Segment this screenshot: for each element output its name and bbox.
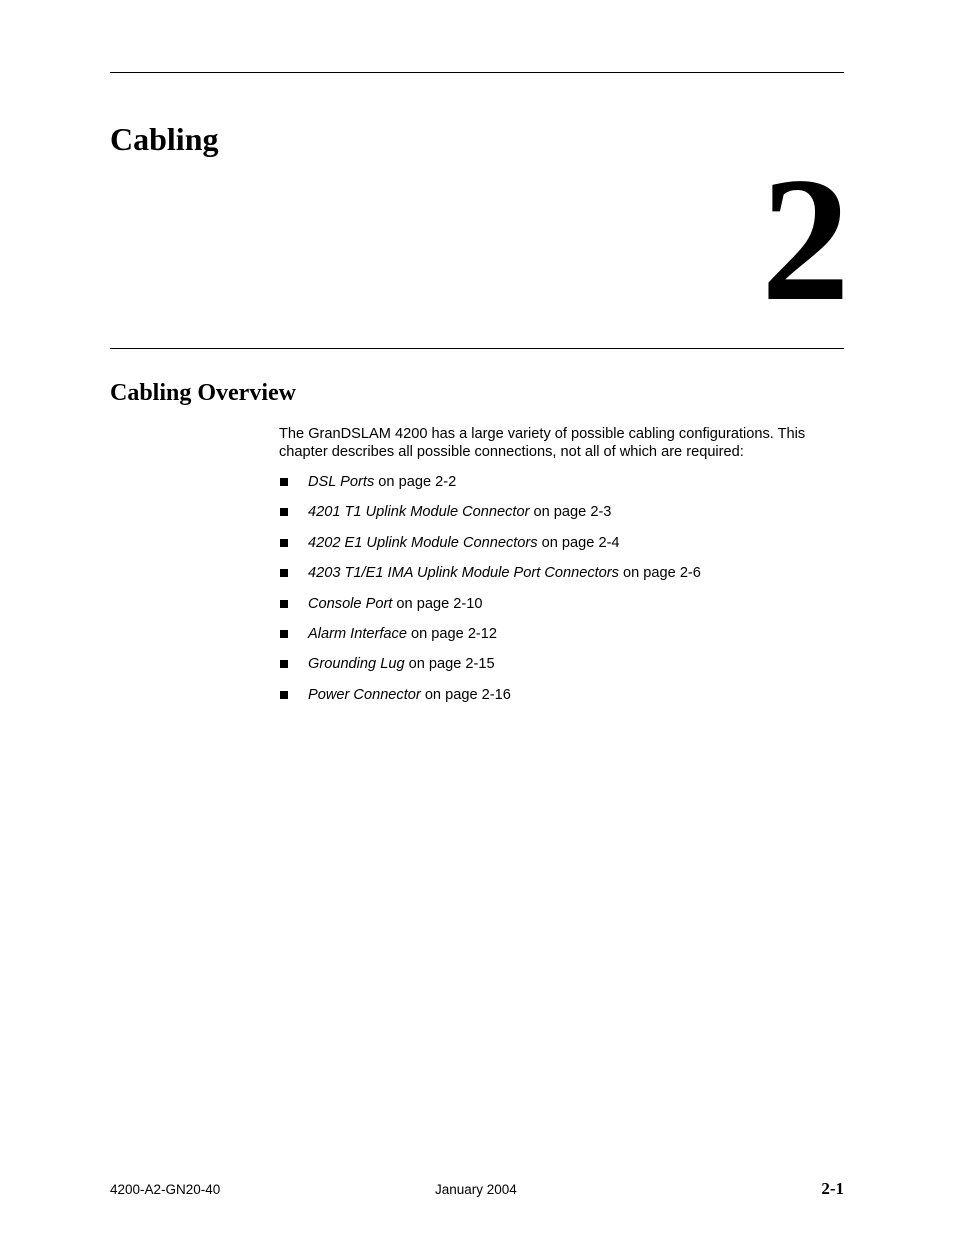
toc-link-4201-t1-uplink[interactable]: 4201 T1 Uplink Module Connector — [308, 504, 530, 521]
square-bullet-icon — [280, 569, 288, 577]
toc-link-alarm-interface[interactable]: Alarm Interface — [308, 625, 407, 642]
square-bullet-icon — [280, 600, 288, 608]
toc-list — [279, 473, 701, 716]
page-reference: on page 2-12 — [406, 625, 498, 642]
page-reference: on page 2-16 — [420, 686, 511, 703]
page-reference: on page 2-3 — [529, 504, 612, 521]
footer-date: January 2004 — [435, 1182, 517, 1197]
chapter-title: Cabling — [110, 121, 219, 157]
section-title: Cabling Overview — [110, 380, 296, 406]
square-bullet-icon — [280, 539, 288, 547]
page-reference: on page 2-2 — [374, 474, 457, 490]
list-item — [279, 503, 701, 533]
page-reference: on page 2-10 — [392, 595, 483, 612]
square-bullet-icon — [280, 478, 288, 486]
toc-link-dsl-ports[interactable]: DSL Ports — [308, 474, 375, 490]
list-item — [279, 534, 701, 564]
list-item — [279, 686, 701, 716]
toc-link-4203-ima-uplink[interactable]: 4203 T1/E1 IMA Uplink Module Port Connectors — [308, 565, 619, 582]
footer-page-number: 2-1 — [821, 1179, 844, 1198]
page-reference: on page 2-4 — [537, 534, 620, 551]
list-item — [279, 564, 701, 594]
toc-link-console-port[interactable]: Console Port — [308, 595, 393, 612]
toc-link-4202-e1-uplink[interactable]: 4202 E1 Uplink Module Connectors — [308, 534, 538, 551]
square-bullet-icon — [280, 508, 288, 516]
page-reference: on page 2-15 — [404, 656, 495, 673]
list-item — [279, 625, 701, 655]
top-rule — [110, 72, 844, 73]
toc-link-grounding-lug[interactable]: Grounding Lug — [308, 656, 405, 673]
list-item — [279, 473, 701, 503]
square-bullet-icon — [280, 630, 288, 638]
toc-link-power-connector[interactable]: Power Connector — [308, 686, 421, 703]
intro-paragraph: The GranDSLAM 4200 has a large variety of possible cabling configurations. This chapter describes all possible connections, not all of which are required: — [279, 426, 806, 460]
list-item — [279, 595, 701, 625]
section-rule — [110, 348, 844, 349]
square-bullet-icon — [280, 691, 288, 699]
footer-doc-number: 4200-A2-GN20-40 — [110, 1182, 221, 1197]
list-item — [279, 655, 701, 685]
page-reference: on page 2-6 — [618, 565, 701, 582]
chapter-number: 2 — [761, 140, 846, 338]
square-bullet-icon — [280, 660, 288, 668]
